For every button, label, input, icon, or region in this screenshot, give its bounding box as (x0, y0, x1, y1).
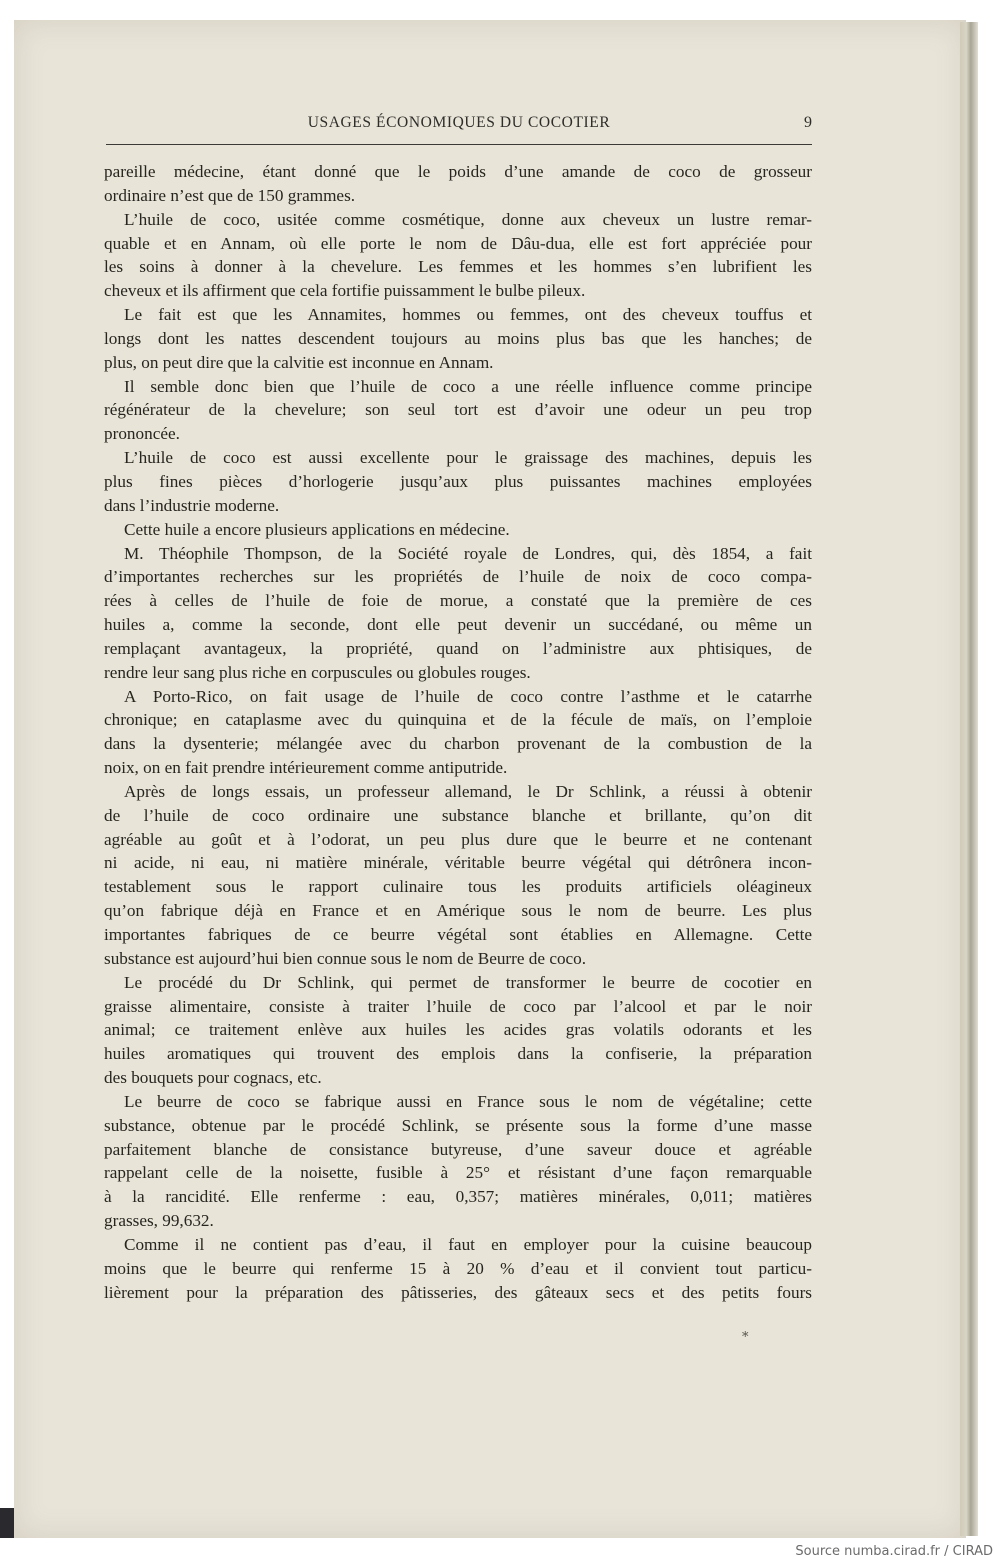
source-credit: Source numba.cirad.fr / CIRAD (795, 1544, 993, 1559)
text-line: graisse alimentaire, consiste à traiter l’huile de coco par l’alcool et par le noir (104, 996, 812, 1016)
text-line: ni acide, ni eau, ni matière minérale, véritable beurre végétal qui détrônera incon- (104, 853, 812, 873)
text-line: substance, obtenue par le procédé Schlink, se présente sous la forme d’une masse (104, 1115, 812, 1135)
text-line: Après de longs essais, un professeur allemand, le Dr Schlink, a réussi à obtenir (124, 781, 812, 801)
text-line: prononcée. (104, 424, 180, 444)
running-title: USAGES ÉCONOMIQUES DU COCOTIER (307, 114, 611, 131)
page-number: 9 (804, 114, 812, 131)
text-line: importantes fabriques de ce beurre végétal sont établies en Allemagne. Cette (104, 925, 812, 944)
text-line: qu’on fabrique déjà en France et en Amérique sous le nom de beurre. Les plus (104, 901, 812, 921)
text-line: pareille médecine, étant donné que le poids d’une amande de coco de grosseur (104, 162, 812, 181)
footer-mark: * (742, 1330, 749, 1345)
text-line: Cette huile a encore plusieurs applications en médecine. (124, 519, 510, 539)
text-line: Le procédé du Dr Schlink, qui permet de transformer le beurre de cocotier en (124, 972, 812, 992)
text-line: rées à celles de l’huile de foie de morue, a constaté que la première de ces (104, 591, 812, 611)
text-line: plus, on peut dire que la calvitie est inconnue en Annam. (104, 352, 494, 372)
text-line: L’huile de coco est aussi excellente pour le graissage des machines, depuis les (124, 448, 812, 468)
text-line: grasses, 99,632. (104, 1211, 214, 1231)
text-line: agréable au goût et à l’odorat, un peu plus dure que le beurre et ne contenant (104, 829, 812, 849)
text-line: Comme il ne contient pas d’eau, il faut en employer pour la cuisine beaucoup (124, 1234, 812, 1254)
text-line: Le fait est que les Annamites, hommes ou femmes, ont des cheveux touffus et (124, 305, 812, 325)
text-line: A Porto-Rico, on fait usage de l’huile de coco contre l’asthme et le catarrhe (124, 686, 812, 706)
text-line: plus fines pièces d’horlogerie jusqu’aux plus puissantes machines employées (104, 471, 812, 491)
text-line: noix, on en fait prendre intérieurement comme antiputride. (104, 758, 508, 778)
text-line: à la rancidité. Elle renferme : eau, 0,357; matières minérales, 0,011; matières (104, 1187, 812, 1207)
text-line: Il semble donc bien que l’huile de coco a une réelle influence comme principe (124, 376, 812, 396)
text-line: chronique; en cataplasme avec du quinquina et de la fécule de maïs, on l’emploie (104, 710, 812, 730)
text-line: L’huile de coco, usitée comme cosmétique, donne aux cheveux un lustre remar- (124, 209, 812, 229)
text-line: des bouquets pour cognacs, etc. (104, 1068, 322, 1088)
text-line: Le beurre de coco se fabrique aussi en France sous le nom de végétaline; cette (124, 1091, 812, 1111)
text-line: substance est aujourd’hui bien connue sous le nom de Beurre de coco. (104, 948, 587, 968)
text-line: d’importantes recherches sur les propriétés de l’huile de noix de coco compa- (104, 567, 812, 587)
body-text (104, 160, 812, 1305)
text-line: huiles a, comme la seconde, dont elle peut devenir un succédané, ou même un (104, 615, 812, 635)
text-line: moins que le beurre qui renferme 15 à 20 % d’eau et il convient tout particu- (104, 1258, 812, 1278)
text-line: quable et en Annam, où elle porte le nom de Dâu-dua, elle est fort appréciée pour (104, 233, 812, 253)
text-line: les soins à donner à la chevelure. Les femmes et les hommes s’en lubrifient les (104, 257, 812, 277)
text-line: rendre leur sang plus riche en corpuscules ou globules rouges. (104, 662, 531, 682)
text-line: cheveux et ils affirment que cela fortifie puissamment le bulbe pileux. (104, 281, 586, 301)
text-line: rappelant celle de la noisette, fusible à 25° et résistant d’une façon remarquable (104, 1163, 812, 1183)
text-line: huiles aromatiques qui trouvent des emplois dans la confiserie, la préparation (104, 1044, 812, 1064)
text-line: lièrement pour la préparation des pâtisseries, des gâteaux secs et des petits fours (104, 1282, 812, 1302)
text-line: ordinaire n’est que de 150 grammes. (104, 185, 356, 205)
text-line: dans l’industrie moderne. (104, 495, 280, 515)
text-line: régénérateur de la chevelure; son seul tort est d’avoir une odeur un peu trop (104, 400, 812, 420)
scan-border (0, 1508, 14, 1538)
page-header (106, 114, 812, 145)
page-edge (960, 22, 978, 1536)
text-line: de l’huile de coco ordinaire une substance blanche et brillante, qu’on dit (104, 805, 812, 825)
text-line: testablement sous le rapport culinaire tous les produits artificiels oléagineux (104, 877, 812, 897)
text-line: dans la dysenterie; mélangée avec du charbon provenant de la combustion de la (104, 734, 812, 754)
text-line: longs dont les nattes descendent toujours au moins plus bas que les hanches; de (104, 328, 812, 348)
text-line: animal; ce traitement enlève aux huiles les acides gras volatils odorants et les (104, 1020, 812, 1040)
text-line: parfaitement blanche de consistance butyreuse, d’une saveur douce et agréable (104, 1139, 812, 1159)
text-line: remplaçant avantageux, la propriété, quand on l’administre aux phtisiques, de (104, 638, 812, 658)
text-line: M. Théophile Thompson, de la Société royale de Londres, qui, dès 1854, a fait (124, 543, 812, 563)
